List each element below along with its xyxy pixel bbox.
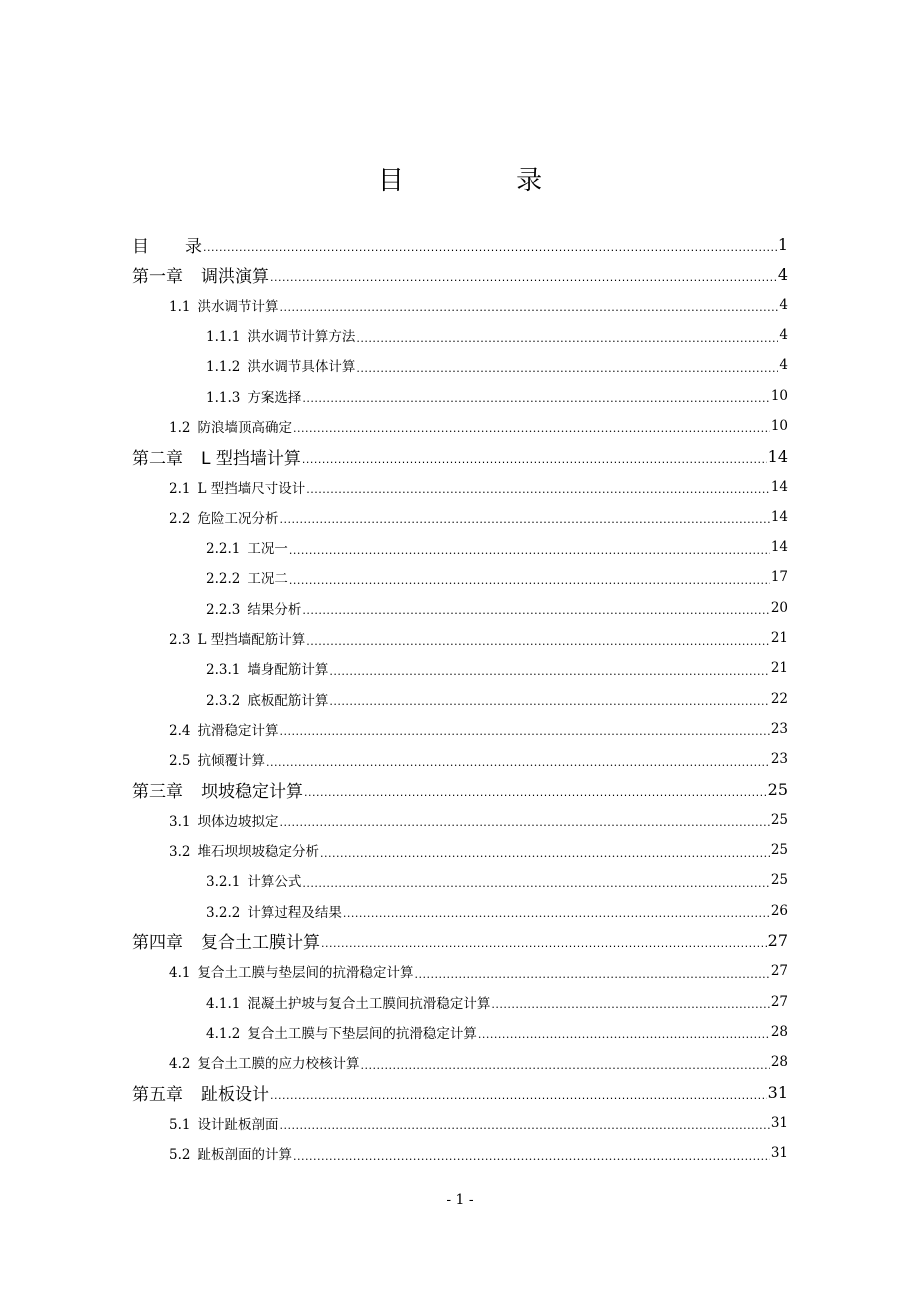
dot-leader xyxy=(356,362,778,375)
toc-entry-text: 工况一 xyxy=(247,541,288,558)
toc-entry-text: 计算公式 xyxy=(247,874,302,891)
toc-entry-text: 堆石坝坝坡稳定分析 xyxy=(197,844,319,861)
toc-entry-number: 2.2.3 xyxy=(206,601,241,618)
toc-entry-label xyxy=(169,810,278,830)
dot-leader xyxy=(279,301,778,314)
toc-section-entry[interactable] xyxy=(132,380,788,410)
toc-entry-text: 洪水调节具体计算 xyxy=(247,359,356,376)
toc-entry-number: 3.2 xyxy=(169,844,191,861)
toc-entry-label xyxy=(169,416,292,436)
toc-entry-text: 抗倾覆计算 xyxy=(197,753,265,770)
toc-entry-number: 3.1 xyxy=(169,813,191,830)
toc-entry-number: 4.1 xyxy=(169,965,191,982)
dot-leader xyxy=(279,1119,769,1132)
dot-leader xyxy=(279,816,769,829)
dot-leader xyxy=(302,392,769,405)
toc-section-entry[interactable] xyxy=(132,896,788,926)
toc-entry-text: L 型挡墙尺寸设计 xyxy=(197,480,306,497)
toc-entry-number: 2.4 xyxy=(169,722,191,739)
toc-page-number: 25 xyxy=(767,779,788,799)
dot-leader xyxy=(302,877,769,890)
toc-entry-text: 复合土工膜的应力校核计算 xyxy=(197,1056,360,1073)
dot-leader xyxy=(302,453,767,466)
toc-section-entry[interactable] xyxy=(132,593,788,623)
toc-entry-text: 抗滑稳定计算 xyxy=(197,722,279,739)
toc-section-entry[interactable] xyxy=(132,653,788,683)
toc-page-number: 20 xyxy=(770,599,788,616)
toc-entry-label xyxy=(169,477,305,497)
toc-entry-number: 2.1 xyxy=(169,480,191,497)
dot-leader xyxy=(360,1059,769,1072)
toc-section-entry[interactable] xyxy=(132,956,788,986)
toc-entry-label xyxy=(169,961,413,981)
toc-entry-label xyxy=(206,537,288,557)
dot-leader xyxy=(270,1089,767,1102)
dot-leader xyxy=(306,483,770,496)
toc-title: 目 录 xyxy=(377,166,595,196)
toc-entry-label xyxy=(206,1022,477,1042)
toc-section-entry[interactable] xyxy=(132,471,788,501)
toc-page-number: 28 xyxy=(770,1023,788,1040)
toc-chapter-entry[interactable] xyxy=(132,1077,788,1107)
toc-entry-text: 墙身配筋计算 xyxy=(247,662,329,679)
toc-entry-text: L 型挡墙配筋计算 xyxy=(197,632,306,648)
toc-section-entry[interactable] xyxy=(132,532,788,562)
toc-entry-number: 目 xyxy=(132,236,149,257)
toc-entry-number: 3.2.2 xyxy=(206,904,241,921)
toc-entry-label xyxy=(206,325,355,345)
toc-entry-number: 第三章 xyxy=(132,781,183,802)
toc-entry-text: 危险工况分析 xyxy=(197,510,279,527)
toc-entry-text: 趾板剖面的计算 xyxy=(197,1147,292,1164)
toc-entry-number: 第一章 xyxy=(132,266,183,287)
toc-entry-text: 调洪演算 xyxy=(201,266,269,287)
dot-leader xyxy=(329,695,769,708)
toc-page-number: 23 xyxy=(770,751,788,768)
toc-page-number: 17 xyxy=(770,569,788,586)
toc-chapter-entry[interactable] xyxy=(132,926,788,956)
toc-page-number: 14 xyxy=(770,478,788,495)
toc-section-entry[interactable] xyxy=(132,805,788,835)
dot-leader xyxy=(289,544,770,557)
toc-page-number: 26 xyxy=(770,902,788,919)
toc-entry-label xyxy=(169,295,278,315)
toc-page-number: 4 xyxy=(779,327,788,344)
dot-leader xyxy=(289,574,770,587)
toc-page-number: 4 xyxy=(779,357,788,374)
dot-leader xyxy=(293,422,770,435)
toc-entry-label xyxy=(206,992,490,1012)
toc-page-number: 25 xyxy=(770,872,788,889)
dot-leader xyxy=(306,635,770,648)
toc-page-number: 27 xyxy=(770,963,788,980)
toc-entry-number: 1.1.3 xyxy=(206,389,241,406)
toc-entry-label xyxy=(206,598,301,618)
dot-leader xyxy=(321,937,767,950)
toc-entry-text: 工况二 xyxy=(247,571,288,588)
toc-section-entry[interactable] xyxy=(132,1017,788,1047)
toc-section-entry[interactable] xyxy=(132,411,788,441)
toc-page-number: 21 xyxy=(770,660,788,677)
toc-entry-number: 第四章 xyxy=(132,933,183,954)
toc-entry-number: 4.1.2 xyxy=(206,1025,241,1042)
toc-section-entry[interactable] xyxy=(132,714,788,744)
toc-section-entry[interactable] xyxy=(132,683,788,713)
toc-entry-number: 1.1 xyxy=(169,298,191,315)
toc-entry-text: L 型挡墙计算 xyxy=(201,448,301,469)
toc-page-number: 25 xyxy=(770,811,788,828)
toc-entry-label xyxy=(169,1143,292,1163)
toc-section-entry[interactable] xyxy=(132,744,788,774)
toc-section-entry[interactable] xyxy=(132,350,788,380)
dot-leader xyxy=(266,756,770,769)
toc-section-entry[interactable] xyxy=(132,1108,788,1138)
toc-entry-text: 趾板设计 xyxy=(201,1084,269,1105)
page-number-footer: - 1 - xyxy=(446,1192,474,1208)
dot-leader xyxy=(343,907,770,920)
dot-leader xyxy=(320,847,770,860)
toc-page-number: 21 xyxy=(770,630,788,646)
dot-leader xyxy=(356,332,778,345)
toc-entry-number: 5.2 xyxy=(169,1147,191,1164)
toc-entry-label xyxy=(169,507,278,527)
toc-entry-text: 复合土工膜与垫层间的抗滑稳定计算 xyxy=(197,965,414,982)
toc-entry-number: 2.2.1 xyxy=(206,541,241,558)
toc-chapter-entry[interactable] xyxy=(132,229,788,259)
toc-entry-label xyxy=(206,870,301,890)
toc-page-number: 31 xyxy=(770,1145,788,1162)
toc-section-entry[interactable] xyxy=(132,320,788,350)
dot-leader xyxy=(414,968,769,981)
toc-entry-number: 2.2.2 xyxy=(206,571,241,588)
toc-entry-number: 3.2.1 xyxy=(206,874,241,891)
dot-leader xyxy=(491,998,769,1011)
toc-page-number: 25 xyxy=(770,842,788,859)
toc-entry-label xyxy=(132,444,301,469)
toc-chapter-entry[interactable] xyxy=(132,441,788,471)
toc-entry-label xyxy=(206,355,355,375)
toc-entry-label xyxy=(132,777,303,802)
dot-leader xyxy=(279,725,769,738)
toc-entry-label xyxy=(206,658,328,678)
toc-page-number: 31 xyxy=(770,1114,788,1131)
toc-entry-number: 1.1.1 xyxy=(206,329,241,346)
toc-page-number: 22 xyxy=(770,690,788,707)
toc-entry-number: 2.2 xyxy=(169,510,191,527)
toc-section-entry[interactable] xyxy=(132,623,788,653)
toc-entry-label xyxy=(169,719,278,739)
dot-leader xyxy=(293,1150,770,1163)
toc-entry-label xyxy=(206,689,328,709)
toc-entry-number: 第二章 xyxy=(132,448,183,469)
toc-entry-label xyxy=(206,386,301,406)
dot-leader xyxy=(478,1028,770,1041)
toc-entry-number: 4.2 xyxy=(169,1056,191,1073)
toc-page-number: 28 xyxy=(770,1054,788,1071)
toc-entry-number: 第五章 xyxy=(132,1084,183,1105)
toc-entry-label xyxy=(169,628,305,648)
toc-chapter-entry[interactable] xyxy=(132,774,788,804)
toc-page-number: 10 xyxy=(770,417,788,434)
toc-entry-label xyxy=(132,1080,269,1105)
toc-entry-label xyxy=(132,928,320,953)
toc-page-number: 27 xyxy=(770,993,788,1010)
toc-entry-text: 底板配筋计算 xyxy=(247,692,329,709)
toc-page-number: 27 xyxy=(767,931,788,951)
toc-entry-number: 4.1.1 xyxy=(206,995,241,1012)
toc-entry-label xyxy=(169,1052,359,1072)
dot-leader xyxy=(302,604,769,617)
toc-entry-text: 复合土工膜计算 xyxy=(201,933,320,954)
toc-entry-label xyxy=(169,749,265,769)
dot-leader xyxy=(203,241,777,254)
toc-entry-text: 防浪墙顶高确定 xyxy=(197,419,292,436)
toc-section-entry[interactable] xyxy=(132,865,788,895)
toc-entry-label xyxy=(169,840,319,860)
toc-entry-text: 计算过程及结果 xyxy=(247,904,342,921)
dot-leader xyxy=(329,665,769,678)
toc-entry-number: 2.5 xyxy=(169,753,191,770)
toc-page-number: 10 xyxy=(770,387,788,404)
toc-section-entry[interactable] xyxy=(132,502,788,532)
toc-entry-label xyxy=(132,232,202,257)
toc-entry-number: 1.2 xyxy=(169,419,191,436)
toc-entry-label xyxy=(206,567,288,587)
toc-page-number: 4 xyxy=(779,296,788,313)
dot-leader xyxy=(304,786,767,799)
toc-entry-label xyxy=(169,1113,278,1133)
toc-entry-text: 录 xyxy=(185,236,202,257)
toc-page-number: 1 xyxy=(777,234,788,254)
toc-entry-text: 复合土工膜与下垫层间的抗滑稳定计算 xyxy=(247,1025,477,1042)
toc-section-entry[interactable] xyxy=(132,1138,788,1168)
toc-entry-text: 方案选择 xyxy=(247,389,302,406)
toc-section-entry[interactable] xyxy=(132,290,788,320)
toc-entry-text: 洪水调节计算 xyxy=(197,298,279,315)
toc-entry-text: 设计趾板剖面 xyxy=(197,1116,279,1133)
toc-page-number: 14 xyxy=(770,539,788,556)
toc-entry-number: 5.1 xyxy=(169,1116,191,1133)
toc-entry-text: 洪水调节计算方法 xyxy=(247,329,356,346)
toc-page-number: 23 xyxy=(770,720,788,737)
toc-page-number: 31 xyxy=(767,1082,788,1102)
toc-section-entry[interactable] xyxy=(132,562,788,592)
toc-section-entry[interactable] xyxy=(132,1047,788,1077)
toc-entry-text: 坝坡稳定计算 xyxy=(201,781,303,802)
table-of-contents xyxy=(132,229,788,1168)
toc-entry-number: 2.3 xyxy=(169,632,191,648)
toc-entry-number: 2.3.2 xyxy=(206,692,241,709)
toc-page-number: 14 xyxy=(770,508,788,525)
dot-leader xyxy=(270,271,777,284)
dot-leader xyxy=(279,513,769,526)
toc-entry-label xyxy=(132,262,269,287)
toc-entry-number: 1.1.2 xyxy=(206,359,241,376)
toc-section-entry[interactable] xyxy=(132,835,788,865)
toc-section-entry[interactable] xyxy=(132,986,788,1016)
toc-entry-label xyxy=(206,901,342,921)
toc-page-number: 4 xyxy=(777,264,788,284)
toc-entry-text: 结果分析 xyxy=(247,601,302,618)
toc-entry-text: 混凝土护坡与复合土工膜间抗滑稳定计算 xyxy=(247,995,491,1012)
toc-page-number: 14 xyxy=(767,446,788,466)
toc-entry-number: 2.3.1 xyxy=(206,662,241,679)
toc-entry-text: 坝体边坡拟定 xyxy=(197,813,279,830)
toc-chapter-entry[interactable] xyxy=(132,259,788,289)
